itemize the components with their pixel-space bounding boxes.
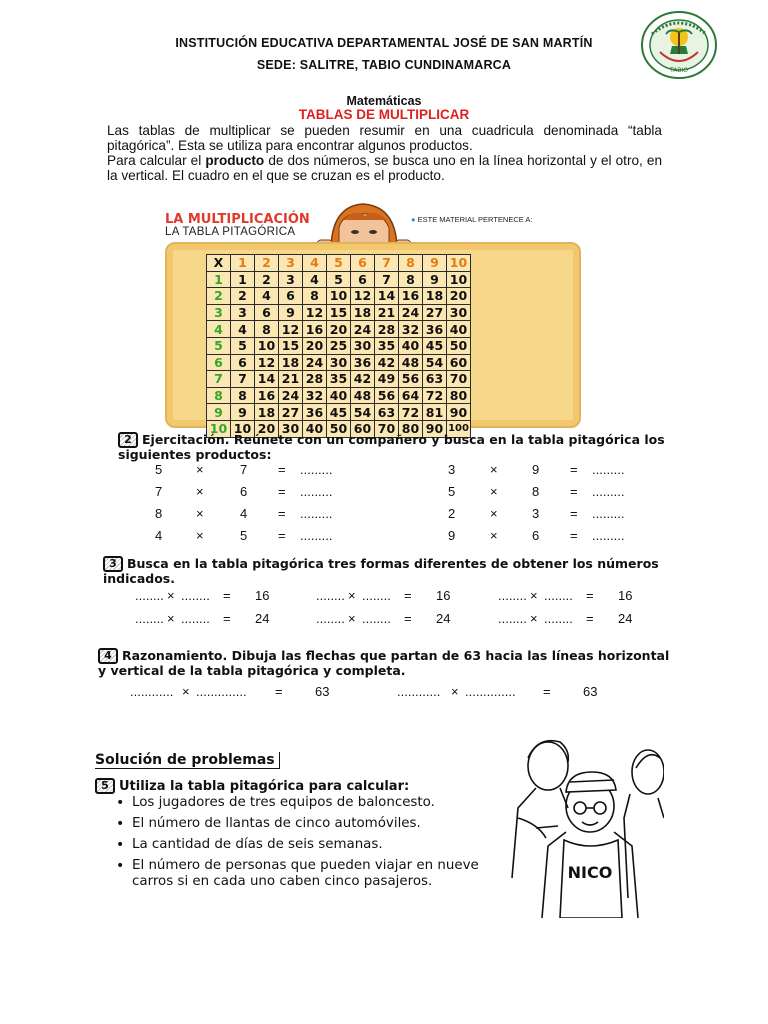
product-cell: 36 xyxy=(423,321,447,338)
exercise-2-number: 2 xyxy=(118,432,138,448)
row-header-cell: 4 xyxy=(207,321,231,338)
target-value: 63 xyxy=(315,684,330,699)
product-cell: 2 xyxy=(255,271,279,288)
times-sign: × xyxy=(490,462,498,477)
product-cell: 45 xyxy=(327,404,351,421)
product-cell: 63 xyxy=(423,371,447,388)
row-header-cell: 8 xyxy=(207,387,231,404)
factor-a: 3 xyxy=(448,462,456,477)
product-cell: 42 xyxy=(351,371,375,388)
product-cell: 6 xyxy=(231,354,255,371)
product-cell: 40 xyxy=(303,420,327,437)
product-cell: 21 xyxy=(279,371,303,388)
product-cell: 3 xyxy=(279,271,303,288)
equals-sign: = xyxy=(278,506,286,521)
problem-solving-heading: Solución de problemas xyxy=(95,752,280,769)
times-sign: × xyxy=(490,528,498,543)
school-seal-logo xyxy=(640,10,718,80)
product-cell: 8 xyxy=(399,271,423,288)
times-sign: × xyxy=(196,462,204,477)
times-sign: × xyxy=(196,484,204,499)
answer-blank[interactable]: ......... xyxy=(300,506,333,521)
product-cell: 15 xyxy=(327,304,351,321)
product-cell: 12 xyxy=(279,321,303,338)
row-header-cell: 2 xyxy=(207,288,231,305)
product-cell: 48 xyxy=(351,387,375,404)
blank[interactable]: ........ xyxy=(498,588,527,603)
product-cell: 20 xyxy=(303,337,327,354)
times-sign: × xyxy=(348,588,356,603)
factor-a: 4 xyxy=(155,528,163,543)
column-header-cell: 4 xyxy=(303,255,327,272)
target-value: 24 xyxy=(255,611,270,626)
seal-text: TABIO xyxy=(670,67,688,74)
product-cell: 9 xyxy=(423,271,447,288)
column-header-cell: 6 xyxy=(351,255,375,272)
intro-p2-end: de dos números, se busca uno en la línea horizontal y el otro, en la vertical. El cuadro en el que se cruzan es el producto. xyxy=(107,153,662,183)
blank[interactable]: ............ xyxy=(397,684,441,699)
product-cell: 15 xyxy=(279,337,303,354)
factor-b: 9 xyxy=(532,462,540,477)
product-cell: 32 xyxy=(303,387,327,404)
column-header-cell: 2 xyxy=(255,255,279,272)
product-cell: 40 xyxy=(327,387,351,404)
intro-paragraph-1: Las tablas de multiplicar se pueden resumir en una cuadricula denominada “tabla pitagórica”. Esta se utiliza para encontrar algunos productos. xyxy=(107,123,662,153)
blank[interactable]: ........ xyxy=(181,588,210,603)
equals-sign: = xyxy=(570,462,578,477)
problem-item: • Los jugadores de tres equipos de baloncesto. xyxy=(110,795,495,811)
column-header-cell: 9 xyxy=(423,255,447,272)
product-cell: 20 xyxy=(255,420,279,437)
product-cell: 6 xyxy=(255,304,279,321)
product-cell: 4 xyxy=(303,271,327,288)
product-cell: 18 xyxy=(351,304,375,321)
target-value: 16 xyxy=(618,588,633,603)
product-cell: 72 xyxy=(423,387,447,404)
answer-blank[interactable]: ......... xyxy=(300,528,333,543)
exercise-4-number: 4 xyxy=(98,648,118,664)
equals-sign: = xyxy=(404,588,412,603)
product-cell: 54 xyxy=(423,354,447,371)
card-owner-label xyxy=(411,215,533,224)
factor-a: 9 xyxy=(448,528,456,543)
times-sign: × xyxy=(167,611,175,626)
product-cell: 36 xyxy=(351,354,375,371)
card-owner-text: ESTE MATERIAL PERTENECE A: xyxy=(417,215,533,224)
product-cell: 70 xyxy=(447,371,471,388)
product-cell: 21 xyxy=(375,304,399,321)
product-cell: 2 xyxy=(231,288,255,305)
product-cell: 35 xyxy=(375,337,399,354)
pythagorean-table-card xyxy=(163,208,583,437)
page-title: TABLAS DE MULTIPLICAR xyxy=(298,107,470,122)
row-header-cell: 3 xyxy=(207,304,231,321)
product-cell: 70 xyxy=(375,420,399,437)
product-cell: 28 xyxy=(303,371,327,388)
product-cell: 16 xyxy=(303,321,327,338)
answer-blank[interactable]: ......... xyxy=(592,528,625,543)
equals-sign: = xyxy=(543,684,551,699)
product-cell: 60 xyxy=(447,354,471,371)
exercise-3-row xyxy=(0,588,768,606)
product-cell: 24 xyxy=(399,304,423,321)
product-cell: 36 xyxy=(303,404,327,421)
times-sign: × xyxy=(167,588,175,603)
target-value: 24 xyxy=(436,611,451,626)
product-cell: 63 xyxy=(375,404,399,421)
factor-b: 4 xyxy=(240,506,248,521)
table-row xyxy=(207,354,471,371)
product-cell: 80 xyxy=(399,420,423,437)
product-cell: 18 xyxy=(423,288,447,305)
intro-p2-start: Para calcular el xyxy=(107,153,206,168)
product-cell: 80 xyxy=(447,387,471,404)
equals-sign: = xyxy=(586,611,594,626)
times-sign: × xyxy=(530,611,538,626)
times-sign: × xyxy=(196,528,204,543)
intro-text xyxy=(107,123,662,183)
factor-b: 5 xyxy=(240,528,248,543)
table-row xyxy=(207,271,471,288)
product-cell: 12 xyxy=(303,304,327,321)
blank[interactable]: ........ xyxy=(316,588,345,603)
exercise-2-text: Ejercitación. Reúnete con un compañero y busca en la tabla pitagórica los siguientes productos: xyxy=(118,432,665,462)
product-cell: 1 xyxy=(231,271,255,288)
table-row xyxy=(207,255,471,272)
sede-name: SEDE: SALITRE, TABIO CUNDINAMARCA xyxy=(256,58,512,72)
table-row xyxy=(207,387,471,404)
equals-sign: = xyxy=(278,484,286,499)
exercise-5-title xyxy=(95,778,409,794)
product-cell: 24 xyxy=(279,387,303,404)
column-header-cell: 10 xyxy=(447,255,471,272)
table-row xyxy=(207,288,471,305)
institution-name: INSTITUCIÓN EDUCATIVA DEPARTAMENTAL JOSÉ DE SAN MARTÍN xyxy=(175,36,593,50)
exercise-2-row xyxy=(0,528,768,546)
row-header-cell: 7 xyxy=(207,371,231,388)
card-subtitle: LA TABLA PITAGÓRICA xyxy=(165,226,296,238)
product-cell: 16 xyxy=(399,288,423,305)
product-cell: 8 xyxy=(303,288,327,305)
row-header-cell: 5 xyxy=(207,337,231,354)
basketball-players-illustration xyxy=(498,728,664,918)
factor-a: 7 xyxy=(155,484,163,499)
product-cell: 4 xyxy=(231,321,255,338)
table-row xyxy=(207,337,471,354)
factor-a: 2 xyxy=(448,506,456,521)
exercise-2-row xyxy=(0,462,768,480)
product-cell: 25 xyxy=(327,337,351,354)
problem-list xyxy=(110,795,495,895)
product-cell: 6 xyxy=(351,271,375,288)
times-sign: × xyxy=(182,684,190,699)
product-cell: 9 xyxy=(279,304,303,321)
product-cell: 8 xyxy=(255,321,279,338)
times-sign: × xyxy=(530,588,538,603)
factor-b: 7 xyxy=(240,462,248,477)
exercise-2-row xyxy=(0,506,768,524)
factor-a: 5 xyxy=(448,484,456,499)
product-cell: 30 xyxy=(351,337,375,354)
product-cell: 35 xyxy=(327,371,351,388)
equals-sign: = xyxy=(275,684,283,699)
equals-sign: = xyxy=(223,611,231,626)
exercise-3-row xyxy=(0,611,768,629)
product-cell: 90 xyxy=(423,420,447,437)
exercise-3-title xyxy=(103,556,683,586)
equals-sign: = xyxy=(278,528,286,543)
product-cell: 20 xyxy=(327,321,351,338)
product-cell: 5 xyxy=(327,271,351,288)
product-cell: 14 xyxy=(255,371,279,388)
factor-b: 6 xyxy=(532,528,540,543)
column-header-cell: 3 xyxy=(279,255,303,272)
equals-sign: = xyxy=(278,462,286,477)
factor-a: 5 xyxy=(155,462,163,477)
exercise-5-text: Utiliza la tabla pitagórica para calcular: xyxy=(119,779,410,794)
row-header-cell: 6 xyxy=(207,354,231,371)
product-cell: 49 xyxy=(375,371,399,388)
blank[interactable]: ........ xyxy=(135,611,164,626)
blank[interactable]: .............. xyxy=(196,684,247,699)
corner-cell: X xyxy=(207,255,231,272)
exercise-4-text: Razonamiento. Dibuja las flechas que partan de 63 hacia las líneas horizontal y vertical de la tabla pitagórica y completa. xyxy=(98,648,670,678)
target-value: 16 xyxy=(436,588,451,603)
exercise-4-title xyxy=(98,648,678,678)
blank[interactable]: ........ xyxy=(362,588,391,603)
product-cell: 18 xyxy=(255,404,279,421)
product-cell: 24 xyxy=(303,354,327,371)
product-cell: 6 xyxy=(279,288,303,305)
factor-b: 8 xyxy=(532,484,540,499)
blank[interactable]: ........ xyxy=(544,611,573,626)
target-value: 24 xyxy=(618,611,633,626)
product-cell: 64 xyxy=(399,387,423,404)
product-cell: 56 xyxy=(399,371,423,388)
equals-sign: = xyxy=(570,528,578,543)
product-cell: 72 xyxy=(399,404,423,421)
product-cell: 28 xyxy=(375,321,399,338)
column-header-cell: 8 xyxy=(399,255,423,272)
problem-item: • El número de personas que pueden viajar en nueve carros si en cada uno caben cinco pasajeros. xyxy=(110,858,495,890)
times-sign: × xyxy=(490,506,498,521)
exercise-2-row xyxy=(0,484,768,502)
equals-sign: = xyxy=(570,506,578,521)
product-cell: 16 xyxy=(255,387,279,404)
product-cell: 100 xyxy=(447,420,471,437)
subject-label: Matemáticas xyxy=(346,94,422,108)
column-header-cell: 5 xyxy=(327,255,351,272)
product-cell: 4 xyxy=(255,288,279,305)
card-title: LA MULTIPLICACIÓN xyxy=(165,212,310,227)
exercise-3-text: Busca en la tabla pitagórica tres formas diferentes de obtener los números indicados. xyxy=(103,556,659,586)
product-cell: 56 xyxy=(375,387,399,404)
blank[interactable]: ............ xyxy=(130,684,174,699)
factor-b: 3 xyxy=(532,506,540,521)
product-cell: 20 xyxy=(447,288,471,305)
blank[interactable]: ........ xyxy=(544,588,573,603)
times-sign: × xyxy=(490,484,498,499)
product-cell: 12 xyxy=(255,354,279,371)
product-cell: 40 xyxy=(399,337,423,354)
table-row xyxy=(207,371,471,388)
product-cell: 10 xyxy=(231,420,255,437)
product-cell: 10 xyxy=(255,337,279,354)
product-cell: 9 xyxy=(231,404,255,421)
blank[interactable]: .............. xyxy=(465,684,516,699)
product-cell: 7 xyxy=(375,271,399,288)
product-cell: 32 xyxy=(399,321,423,338)
times-sign: × xyxy=(196,506,204,521)
product-cell: 54 xyxy=(351,404,375,421)
shirt-text: NICO xyxy=(567,863,613,882)
blank[interactable]: ........ xyxy=(498,611,527,626)
product-cell: 30 xyxy=(279,420,303,437)
table-row xyxy=(207,304,471,321)
exercise-4-row xyxy=(0,684,768,702)
product-cell: 50 xyxy=(327,420,351,437)
product-cell: 30 xyxy=(447,304,471,321)
dot-icon: ● xyxy=(411,215,416,224)
product-cell: 18 xyxy=(279,354,303,371)
row-header-cell: 1 xyxy=(207,271,231,288)
intro-p2-bold: producto xyxy=(205,153,265,168)
factor-b: 6 xyxy=(240,484,248,499)
blank[interactable]: ........ xyxy=(362,611,391,626)
answer-blank[interactable]: ......... xyxy=(592,462,625,477)
product-cell: 8 xyxy=(231,387,255,404)
blank[interactable]: ........ xyxy=(316,611,345,626)
answer-blank[interactable]: ......... xyxy=(300,484,333,499)
product-cell: 81 xyxy=(423,404,447,421)
table-row xyxy=(207,321,471,338)
answer-blank[interactable]: ......... xyxy=(592,506,625,521)
product-cell: 27 xyxy=(279,404,303,421)
product-cell: 5 xyxy=(231,337,255,354)
table-row xyxy=(207,404,471,421)
product-cell: 12 xyxy=(351,288,375,305)
blank[interactable]: ........ xyxy=(181,611,210,626)
target-value: 16 xyxy=(255,588,270,603)
product-cell: 60 xyxy=(351,420,375,437)
times-sign: × xyxy=(348,611,356,626)
target-value: 63 xyxy=(583,684,598,699)
problem-item: • La cantidad de días de seis semanas. xyxy=(110,837,495,853)
product-cell: 10 xyxy=(327,288,351,305)
equals-sign: = xyxy=(586,588,594,603)
product-cell: 14 xyxy=(375,288,399,305)
answer-blank[interactable]: ......... xyxy=(300,462,333,477)
exercise-5-number: 5 xyxy=(95,778,115,794)
equals-sign: = xyxy=(223,588,231,603)
product-cell: 24 xyxy=(351,321,375,338)
answer-blank[interactable]: ......... xyxy=(592,484,625,499)
product-cell: 48 xyxy=(399,354,423,371)
row-header-cell: 10 xyxy=(207,420,231,437)
equals-sign: = xyxy=(570,484,578,499)
multiplication-table xyxy=(206,254,471,438)
blank[interactable]: ........ xyxy=(135,588,164,603)
problem-item: • El número de llantas de cinco automóviles. xyxy=(110,816,495,832)
column-header-cell: 1 xyxy=(231,255,255,272)
product-cell: 45 xyxy=(423,337,447,354)
product-cell: 30 xyxy=(327,354,351,371)
exercise-3-number: 3 xyxy=(103,556,123,572)
product-cell: 10 xyxy=(447,271,471,288)
product-cell: 50 xyxy=(447,337,471,354)
column-header-cell: 7 xyxy=(375,255,399,272)
product-cell: 42 xyxy=(375,354,399,371)
exercise-2-title xyxy=(118,432,678,462)
row-header-cell: 9 xyxy=(207,404,231,421)
equals-sign: = xyxy=(404,611,412,626)
intro-paragraph-2 xyxy=(107,153,662,183)
product-cell: 90 xyxy=(447,404,471,421)
times-sign: × xyxy=(451,684,459,699)
product-cell: 27 xyxy=(423,304,447,321)
product-cell: 7 xyxy=(231,371,255,388)
product-cell: 40 xyxy=(447,321,471,338)
product-cell: 3 xyxy=(231,304,255,321)
factor-a: 8 xyxy=(155,506,163,521)
